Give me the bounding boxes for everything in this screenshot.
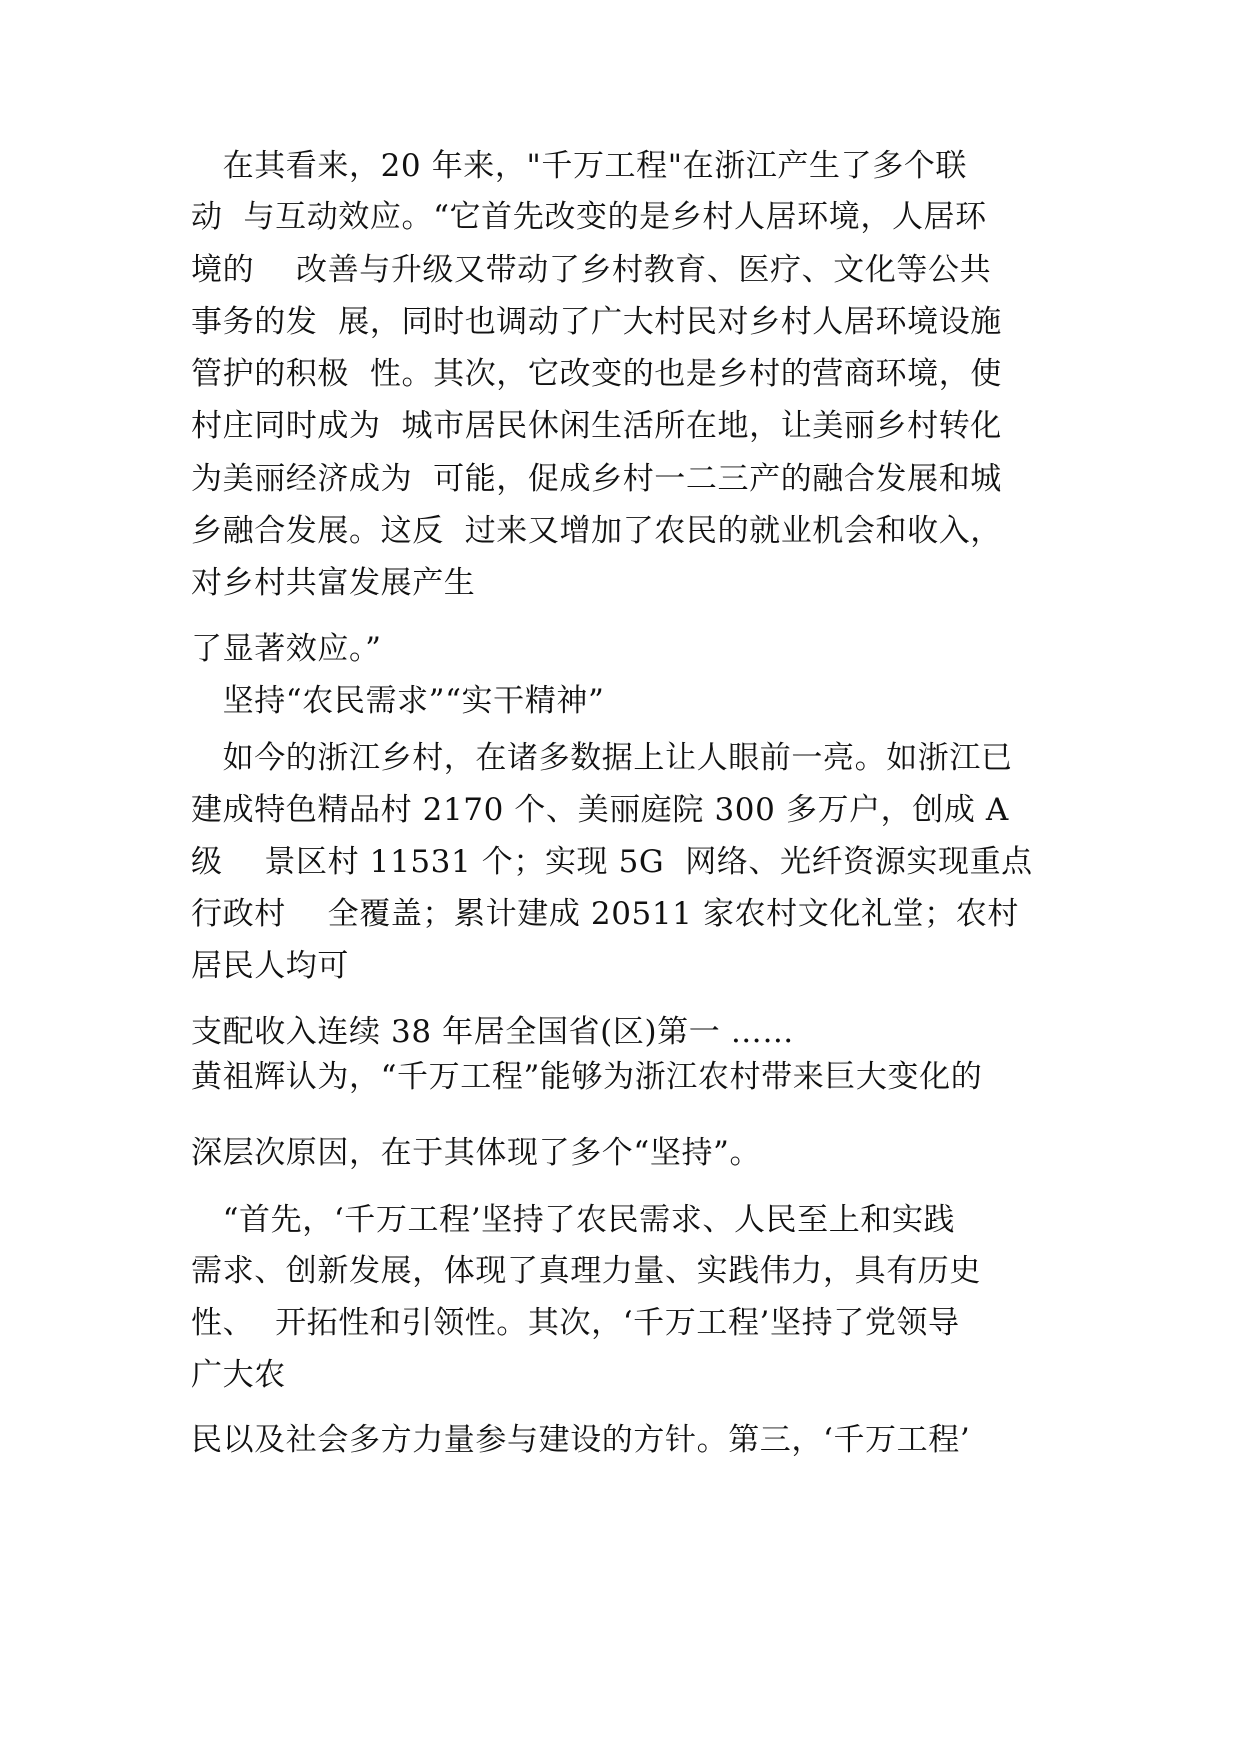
text-line: 性、 开拓性和引领性。其次，‘千万工程’坚持了党领导 [191, 1305, 960, 1341]
text-line: 乡融合发展。这反 过来又增加了农民的就业机会和收入， [191, 513, 1002, 549]
text-line: 民以及社会多方力量参与建设的方针。第三，‘千万工程’ [191, 1422, 971, 1458]
text-line: 为美丽经济成为 可能，促成乡村一二三产的融合发展和城 [191, 461, 1002, 497]
section-heading: 坚持“农民需求”“实干精神” [191, 683, 605, 719]
text-line: 在其看来，20 年来，"千万工程"在浙江产生了多个联 [191, 148, 968, 184]
text-line: 事务的发 展，同时也调动了广大村民对乡村人居环境设施 [191, 304, 1002, 340]
text-line: 居民人均可 [191, 948, 349, 984]
text-line: 对乡村共富发展产生 [191, 565, 476, 601]
text-line: 建成特色精品村 2170 个、美丽庭院 300 多万户，创成 A [191, 792, 1009, 828]
text-line: “首先，‘千万工程’坚持了农民需求、人民至上和实践 [191, 1202, 956, 1238]
text-line: 境的 改善与升级又带动了乡村教育、医疗、文化等公共 [191, 252, 992, 288]
text-line: 了显著效应。” [191, 631, 382, 667]
text-line: 管护的积极 性。其次，它改变的也是乡村的营商环境，使 [191, 356, 1002, 392]
text-line: 黄祖辉认为，“千万工程”能够为浙江农村带来巨大变化的 [191, 1059, 983, 1095]
text-line: 如今的浙江乡村，在诸多数据上让人眼前一亮。如浙江已 [191, 740, 1013, 776]
text-line: 行政村 全覆盖；累计建成 20511 家农村文化礼堂；农村 [191, 896, 1019, 932]
text-line: 动 与互动效应。“它首先改变的是乡村人居环境，人居环 [191, 199, 987, 235]
text-line: 支配收入连续 38 年居全国省(区)第一 …… [191, 1014, 794, 1050]
text-line: 级 景区村 11531 个；实现 5G 网络、光纤资源实现重点 [191, 844, 1033, 880]
text-line: 广大农 [191, 1357, 286, 1393]
text-line: 村庄同时成为 城市居民休闲生活所在地，让美丽乡村转化 [191, 408, 1002, 444]
text-line: 需求、创新发展，体现了真理力量、实践伟力，具有历史 [191, 1253, 981, 1289]
text-line: 深层次原因，在于其体现了多个“坚持”。 [191, 1135, 762, 1171]
